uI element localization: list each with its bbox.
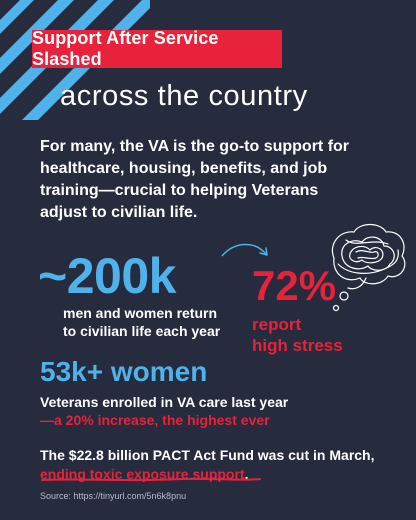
source-citation: Source: https://tinyurl.com/5n6k8pnu <box>40 491 187 501</box>
women-veterans-stat: 53k+ women <box>40 356 208 387</box>
headline-text: Support After Service Slashed <box>32 28 219 69</box>
intro-line: For many, the VA is the go-to support for <box>40 138 350 155</box>
intro-line: adjust to civilian life. <box>40 204 198 221</box>
headline-banner <box>32 30 282 68</box>
intro-paragraph <box>40 136 400 224</box>
increase-highlight: —a 20% increase, the highest ever <box>40 412 270 428</box>
description-line: high stress <box>252 336 343 355</box>
pact-line-end: . <box>244 466 249 482</box>
women-veterans-description <box>40 393 288 429</box>
description-line: to civilian life each year <box>63 323 221 339</box>
stress-description <box>252 314 343 356</box>
returning-veterans-stat: ~200k <box>38 248 176 304</box>
intro-line: healthcare, housing, benefits, and job <box>40 160 328 177</box>
subheadline: across the country <box>60 80 308 112</box>
pact-line: The $22.8 billion PACT Act Fund was cut in March, <box>40 447 375 463</box>
scribble-underline <box>40 476 262 484</box>
description-line: report <box>252 315 302 334</box>
description-line: men and women return <box>63 305 218 321</box>
returning-veterans-description <box>63 304 220 340</box>
description-line: Veterans enrolled in VA care last year <box>40 394 289 410</box>
stress-percentage-stat: 72% <box>252 262 337 309</box>
intro-line: training—crucial to helping Veterans <box>40 182 319 199</box>
toxic-exposure-highlight: ending toxic exposure support <box>40 466 245 482</box>
